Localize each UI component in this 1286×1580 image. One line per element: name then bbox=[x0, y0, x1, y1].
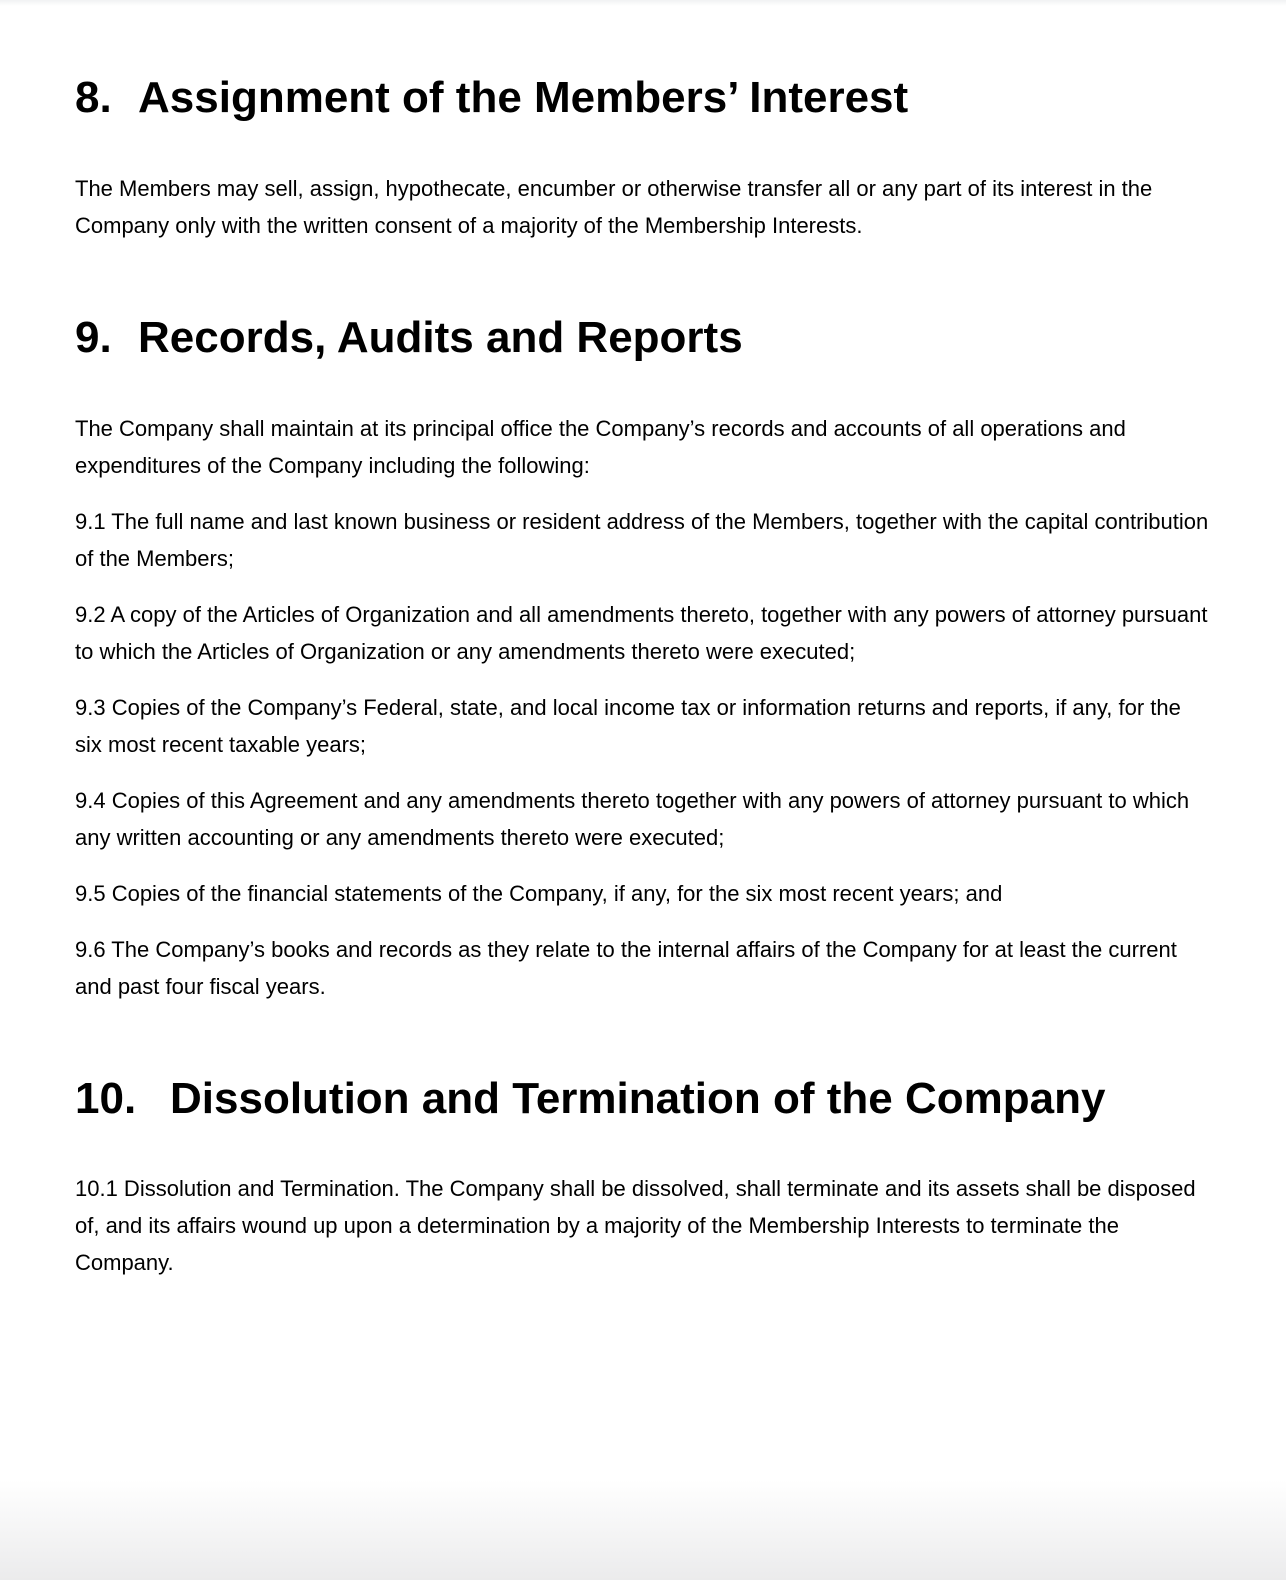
clause-9-2: 9.2 A copy of the Articles of Organization and all amendments thereto, together with any powers of attorney pursuant to which the Articles of Organization or any amendments thereto were executed; bbox=[75, 601, 1208, 664]
clause-9-6: 9.6 The Company’s books and records as they relate to the internal affairs of the Company for at least the current and past four fiscal years. bbox=[75, 936, 1177, 999]
section-9-intro-paragraph: The Company shall maintain at its principal office the Company’s records and accounts of all operations and expenditures of the Company including the following: bbox=[75, 415, 1126, 478]
clause-9-5: 9.5 Copies of the financial statements of the Company, if any, for the six most recent years; and bbox=[75, 880, 1003, 906]
section-heading-9 bbox=[75, 312, 1211, 365]
clause-9-3: 9.3 Copies of the Company’s Federal, state, and local income tax or information returns and reports, if any, for the six most recent taxable years; bbox=[75, 694, 1181, 757]
clause-9-1: 9.1 The full name and last known business or resident address of the Members, together with the capital contribution of the Members; bbox=[75, 508, 1209, 571]
section-10-number: 10. bbox=[75, 1073, 137, 1123]
clause-10-1: 10.1 Dissolution and Termination. The Company shall be dissolved, shall terminate and its assets shall be disposed of, and its affairs wound up upon a determination by a majority of the Membership Interests to terminate the Company. bbox=[75, 1176, 1196, 1276]
section-10-title: Dissolution and Termination of the Company bbox=[170, 1073, 1106, 1123]
section-heading-8 bbox=[75, 72, 1211, 125]
clause-9-4: 9.4 Copies of this Agreement and any amendments thereto together with any powers of attorney pursuant to which any written accounting or any amendments thereto were executed; bbox=[75, 787, 1190, 850]
section-9-number: 9. bbox=[75, 312, 112, 362]
section-heading-10 bbox=[75, 1073, 1211, 1126]
section-8-paragraph: The Members may sell, assign, hypothecate, encumber or otherwise transfer all or any part of its interest in the Company only with the written consent of a majority of the Membership Interests. bbox=[75, 175, 1153, 238]
section-8-title: Assignment of the Members’ Interest bbox=[138, 73, 909, 122]
section-9-title: Records, Audits and Reports bbox=[138, 312, 743, 362]
section-8-number: 8. bbox=[75, 73, 112, 122]
top-scroll-fade bbox=[0, 0, 1286, 6]
bottom-scroll-fade bbox=[0, 1480, 1286, 1580]
document-content bbox=[75, 72, 1211, 1281]
